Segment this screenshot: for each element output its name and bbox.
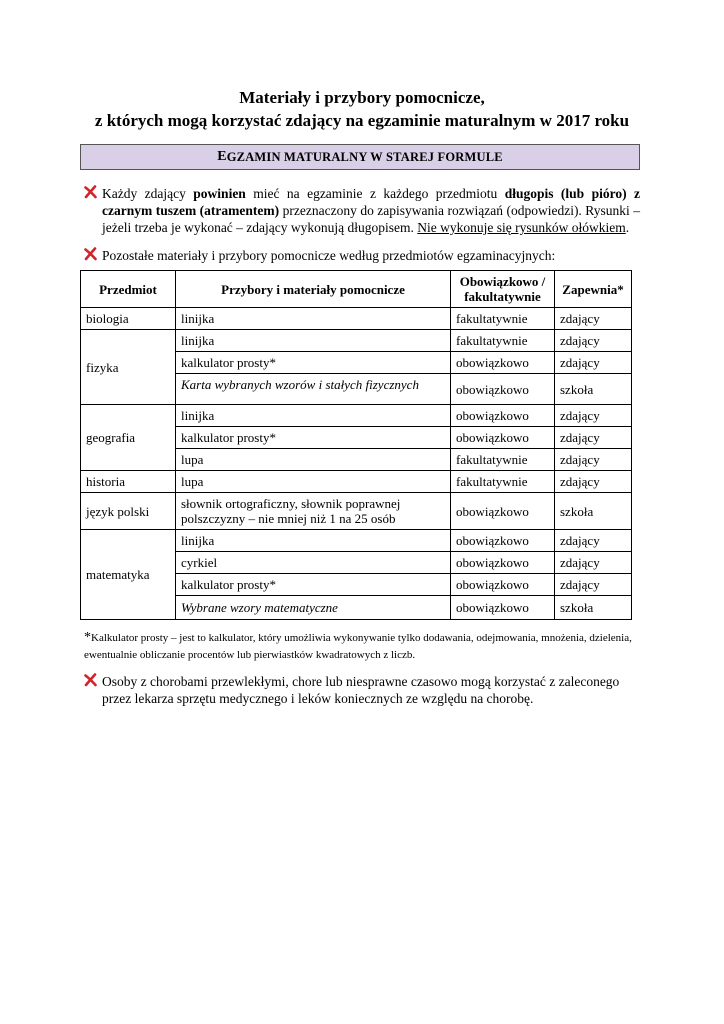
type-cell: obowiązkowo	[451, 530, 555, 552]
item-cell: cyrkiel	[176, 552, 451, 574]
item-cell: kalkulator prosty*	[176, 352, 451, 374]
provider-cell: zdający	[555, 405, 632, 427]
title-line-2: z których mogą korzystać zdający na egzaminie maturalnym w 2017 roku	[94, 111, 630, 130]
subject-cell: fizyka	[81, 330, 176, 405]
provider-cell: szkoła	[555, 493, 632, 530]
b1-p4: .	[625, 220, 630, 235]
table-row	[81, 493, 632, 530]
footnote-star: *	[84, 630, 91, 645]
x-bullet-icon	[84, 185, 97, 199]
bullet-other-materials	[84, 247, 640, 264]
bullet3-text: Osoby z chorobami przewlekłymi, chore lub niesprawne czasowo mogą korzystać z zaleconego przez lekarza sprzętu medycznego i leków koniecznych ze względu na chorobę.	[102, 674, 620, 706]
bullet-writing-tools	[84, 185, 640, 236]
provider-cell: zdający	[555, 552, 632, 574]
item-cell: linijka	[176, 530, 451, 552]
item-cell: Wybrane wzory matematyczne	[176, 596, 451, 620]
item-cell: słownik ortograficzny, słownik poprawnej polszczyzny – nie mniej niż 1 na 25 osób	[176, 493, 451, 530]
b1-u1: Nie wykonuje się rysunków ołówkiem	[417, 220, 626, 235]
type-cell: obowiązkowo	[451, 405, 555, 427]
subject-cell: matematyka	[81, 530, 176, 620]
x-bullet-icon	[84, 247, 97, 261]
provider-cell: szkoła	[555, 374, 632, 405]
subject-cell: biologia	[81, 308, 176, 330]
provider-cell: zdający	[555, 574, 632, 596]
subject-cell: geografia	[81, 405, 176, 471]
type-cell: fakultatywnie	[451, 330, 555, 352]
table-row	[81, 308, 632, 330]
type-cell: obowiązkowo	[451, 427, 555, 449]
table-row	[81, 471, 632, 493]
b1-b2: długopis (lub pióro) z czarnym tuszem (atramentem)	[102, 186, 640, 218]
header-subject: Przedmiot	[81, 271, 176, 308]
type-cell: obowiązkowo	[451, 493, 555, 530]
item-cell: lupa	[176, 471, 451, 493]
calculator-footnote	[84, 629, 644, 664]
subject-cell: język polski	[81, 493, 176, 530]
table-row	[81, 530, 632, 552]
type-cell: fakultatywnie	[451, 449, 555, 471]
b1-p2: mieć na egzaminie z każdego przedmiotu	[245, 186, 505, 201]
item-cell: linijka	[176, 308, 451, 330]
item-cell: kalkulator prosty*	[176, 574, 451, 596]
provider-cell: zdający	[555, 352, 632, 374]
provider-cell: zdający	[555, 530, 632, 552]
b1-p1: Każdy zdający	[102, 186, 194, 201]
item-cell: linijka	[176, 330, 451, 352]
subject-cell: historia	[81, 471, 176, 493]
type-cell: obowiązkowo	[451, 596, 555, 620]
bullet-medical-equipment	[84, 673, 640, 707]
provider-cell: zdający	[555, 330, 632, 352]
title-line-1: Materiały i przybory pomocnicze,	[239, 88, 485, 107]
b1-b1: powinien	[193, 186, 246, 201]
footnote-text: Kalkulator prosty – jest to kalkulator, który umożliwia wykonywanie tylko dodawania, odejmowania, mnożenia, dzielenia, ewentualnie obliczanie procentów lub pierwiastków kwadratowych z liczb.	[84, 632, 632, 661]
item-cell: Karta wybranych wzorów i stałych fizycznych	[176, 374, 451, 405]
header-type: Obowiązkowo / fakultatywnie	[451, 271, 555, 308]
materials-table	[80, 270, 632, 620]
document-title	[0, 86, 724, 132]
type-cell: obowiązkowo	[451, 374, 555, 405]
table-header-row	[81, 271, 632, 308]
provider-cell: zdający	[555, 449, 632, 471]
type-cell: obowiązkowo	[451, 352, 555, 374]
banner-cap: E	[217, 149, 227, 164]
header-items: Przybory i materiały pomocnicze	[176, 271, 451, 308]
table-row	[81, 405, 632, 427]
type-cell: fakultatywnie	[451, 471, 555, 493]
provider-cell: szkoła	[555, 596, 632, 620]
item-cell: lupa	[176, 449, 451, 471]
type-cell: fakultatywnie	[451, 308, 555, 330]
table-row	[81, 330, 632, 352]
item-cell: linijka	[176, 405, 451, 427]
type-cell: obowiązkowo	[451, 574, 555, 596]
header-provided-by: Zapewnia*	[555, 271, 632, 308]
x-bullet-icon	[84, 673, 97, 687]
section-banner	[80, 144, 640, 170]
b1-p3: przeznaczony do zapisywania rozwiązań (odpowiedzi). Rysunki – jeżeli trzeba je wykonać – zdający wykonują długopisem.	[102, 203, 640, 235]
provider-cell: zdający	[555, 308, 632, 330]
banner-text: GZAMIN MATURALNY W STAREJ FORMULE	[226, 149, 503, 164]
provider-cell: zdający	[555, 471, 632, 493]
bullet2-text: Pozostałe materiały i przybory pomocnicze według przedmiotów egzaminacyjnych:	[102, 248, 556, 263]
type-cell: obowiązkowo	[451, 552, 555, 574]
item-cell: kalkulator prosty*	[176, 427, 451, 449]
provider-cell: zdający	[555, 427, 632, 449]
